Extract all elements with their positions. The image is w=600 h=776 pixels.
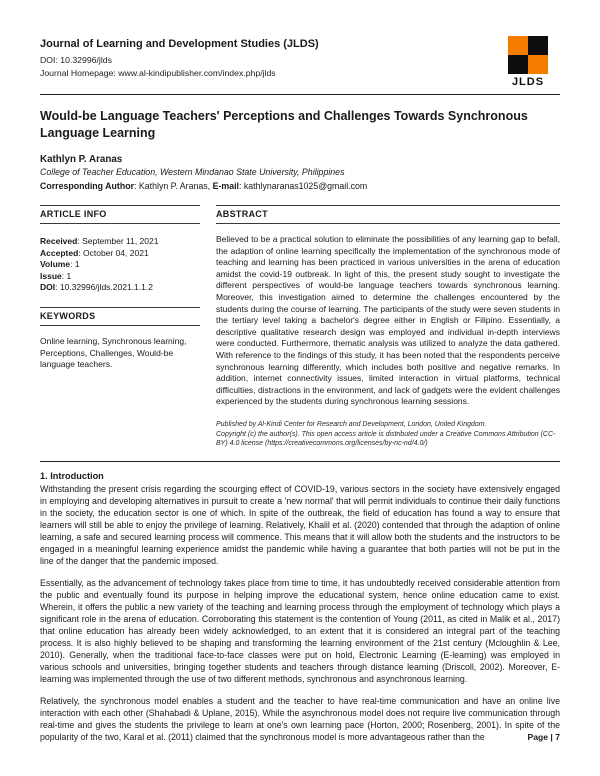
article-title: Would-be Language Teachers' Perceptions and Challenges Towards Synchronous Language Learning [40,109,528,140]
publisher-note [216,420,560,449]
abstract-text: Believed to be a practical solution to eliminate the possibilities of any learning gap to befall, the adaption of online learning specifically the implementation of the synchronous mode of teaching and learning has been practiced in various universities in the arena of education amidst the covid-19 outbreak. In light of this, the present study sought to investigate the different perspectives of would-be language teachers towards synchronous learning. Moreover, this investigation aimed to determine the challenges encountered by the students during the course of learning. The participants of the study were seven students in the tertiary level taking a bachelor's degree either in English or Filipino. Essentially, a descriptive qualitative research design was employed and individual in-depth interviews were conducted. Furthermore, thematic analysis was utilized to analyze the data gathered. With reference to the findings of this study, it has been noted that the respondents perceive synchronous learning differently, which includes both positive and negative remarks. In addition, internet connectivity issues, limited interaction in virtual platforms, technical difficulties, distractions in the environment, and lack of gadgets were the evident challenges experienced by the students during synchronous learning sessions. [216,234,560,407]
abstract-heading: ABSTRACT [216,205,560,224]
keywords-text: Online learning, Synchronous learning, Perceptions, Challenges, Would-be language teachers. [40,335,187,370]
email-link[interactable]: : kathlynaranas1025@gmail.com [238,181,368,191]
field-doi [40,282,200,294]
article-info-column [40,205,200,449]
corresponding-author-line [40,181,560,191]
journal-name: Journal of Learning and Development Studies (JLDS) [40,38,319,50]
field-volume-value: : 1 [70,259,80,270]
logo-square-bottom-left [508,55,528,74]
author-name: Kathlyn P. Aranas [40,154,123,165]
introduction-heading: 1. Introduction [40,470,104,481]
journal-homepage [40,67,319,80]
field-volume [40,259,200,271]
field-received-label: Received [40,236,78,246]
field-accepted-value: : October 04, 2021 [78,247,149,258]
journal-doi: DOI: 10.32996/jlds [40,55,112,65]
jlds-logo [506,36,550,88]
article-info-heading: ARTICLE INFO [40,205,200,224]
field-received-value: : September 11, 2021 [77,236,159,246]
email-label: E-mail [212,181,239,191]
corresponding-author-value: : Kathlyn P. Aranas, [134,181,213,191]
author-affiliation: College of Teacher Education, Western Mindanao State University, Philippines [40,167,345,177]
jlds-logo-checkerboard [508,36,548,74]
intro-paragraph-1: Withstanding the present crisis regarding the scourging effect of COVID-19, various sectors in the society have extensively engaged in employing and developing alternatives in pursuit to create a 'new normal' that will permit individuals to continue their daily functions in the society, the education sector is one of which. In spite of the outbreak, the field of education has found a way to ensure that learners will still be able to enjoy the privilege of learning. Relatively, Khalil et al. (2020) contended that through the adaption of online learning, a safe and secured learning process will commence. This means that it will allow both the students and the instructors to be engaged in a meaningful learning experience amidst the pandemic while having a guarantee that both parties will not be put in the line of the danger that the pandemic imposed. [40,483,560,566]
publisher-note-line1: Published by Al-Kindi Center for Research and Development, London, United Kingdom. [216,420,487,428]
logo-square-bottom-right [528,55,548,74]
intro-paragraph-3: Relatively, the synchronous model enables a student and the teacher to have real-time communication and have an online live interaction with each other (Shahabadi & Uplane, 2015). While the asynchronous model does not require live communication through real-time and gives the students the privilege to learn at one's own learning pace (Horton, 2000; Rosenberg, 2001). In spite of the popularity of the two, Karal et al. (2011) claimed that the synchronous model is more advantageous rather than the [40,695,560,742]
field-doi-value: : 10.32996/jlds.2021.1.1.2 [55,282,153,293]
journal-header-text [40,36,319,80]
field-issue [40,271,200,283]
intro-paragraph-2: Essentially, as the advancement of technology takes place from time to time, it has undoubtedly received considerable attention from the public and eventually found its purpose in helping improve the educational system, hence online education came to exist. Wherein, it offers the public a new variety of the teaching and learning process through the employment of technology which plays a significant role in the arena of education. Corroborating this statement is the contention of Young (2011, as cited in Malik et al., 2017) that online education has already been widely acknowledged, to an extent that it is considered an integral part of the teaching process. It is also highly believed to be shaping and transforming the learning environment of the 21st century (Mcloughlin & Lee, 2010). Generally, when the traditional face-to-face classes were put on hold, Electronic Learning (E-learning) was employed in various schools and universities, bringing together students and teachers through distance learning (Driscoll, 2002). Moreover, E-learning was implemented through the use of two different methods, synchronous and asynchronous learning. [40,577,560,684]
logo-square-top-right [528,36,548,55]
abstract-column [216,205,560,449]
jlds-logo-text: JLDS [511,76,545,88]
field-received [40,236,200,248]
corresponding-author-label: Corresponding Author [40,181,134,191]
homepage-url-link[interactable]: www.al-kindipublisher.com/index.php/jlds [118,68,276,78]
journal-header [40,36,560,88]
keywords-heading: KEYWORDS [40,307,200,326]
field-issue-value: : 1 [61,270,72,281]
info-abstract-section [40,205,560,449]
field-accepted-label: Accepted [40,247,79,258]
logo-square-top-left [508,36,528,55]
field-volume-label: Volume [40,259,71,270]
field-issue-label: Issue [40,270,62,281]
section-divider [40,461,560,462]
homepage-label: Journal Homepage: [40,68,119,78]
article-info-fields [40,236,200,294]
header-divider [40,94,560,95]
field-accepted [40,248,200,260]
page-number: Page | 7 [527,732,560,742]
publisher-note-line2: Copyright (c) the author(s). This open access article is distributed under a Creative Commons Attribution (CC-BY) 4.0 license (https://creativecommons.org/licenses/by-nc-nd/4.0/) [216,430,556,448]
field-doi-label: DOI [40,282,56,293]
